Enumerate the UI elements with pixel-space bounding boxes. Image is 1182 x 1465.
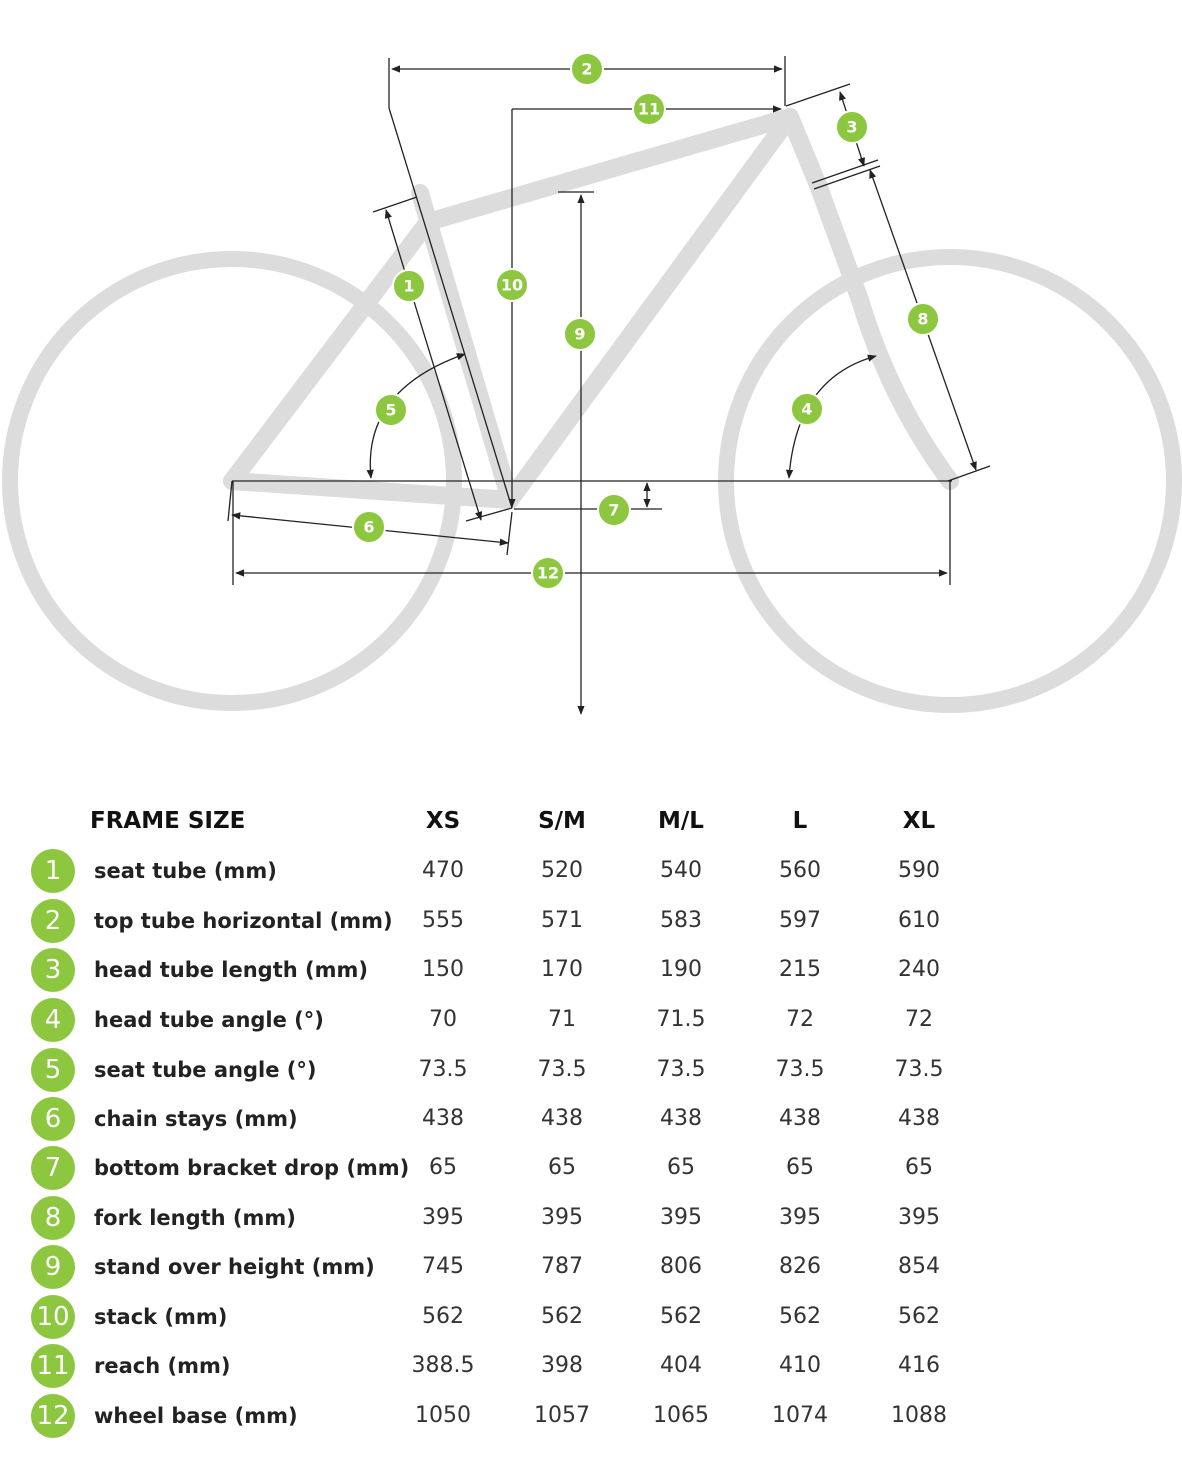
cell-sm: 520 — [541, 858, 583, 883]
cell-xs: 562 — [422, 1304, 464, 1329]
badge-1-text: 1 — [403, 276, 415, 296]
cell-ml: 583 — [660, 908, 702, 933]
badge-9 — [564, 318, 596, 350]
cell-xs: 555 — [422, 908, 464, 933]
badge-10 — [496, 269, 528, 301]
cell-xl: 416 — [898, 1353, 940, 1378]
badge-3-text: 3 — [846, 117, 858, 137]
badge-8-text: 8 — [917, 309, 929, 329]
table-row — [0, 1342, 1182, 1392]
table-row — [0, 1392, 1182, 1442]
cell-xl: 610 — [898, 908, 940, 933]
cell-sm: 170 — [541, 957, 583, 982]
cell-xl: 73.5 — [894, 1057, 944, 1082]
cell-xl: 240 — [898, 957, 940, 982]
size-header-xs: XS — [425, 808, 461, 834]
cell-xl: 395 — [898, 1205, 940, 1230]
bike-frame — [232, 117, 950, 500]
row-label: top tube horizontal (mm) — [94, 909, 393, 933]
badge-7-text: 7 — [608, 500, 620, 520]
cell-l: 826 — [779, 1254, 821, 1279]
badge-1 — [393, 270, 425, 302]
size-header-l: L — [792, 808, 808, 834]
cell-xs: 70 — [429, 1007, 457, 1032]
row-number-badge: 9 — [31, 1245, 75, 1289]
cell-xs: 388.5 — [411, 1353, 475, 1378]
cell-ml: 438 — [660, 1106, 702, 1131]
row-label: wheel base (mm) — [94, 1404, 298, 1428]
badge-11-text: 11 — [637, 99, 661, 119]
badge-7 — [598, 494, 630, 526]
size-header-xl: XL — [902, 808, 936, 834]
row-label: stack (mm) — [94, 1305, 228, 1329]
cell-xs: 73.5 — [418, 1057, 468, 1082]
cell-xl: 854 — [898, 1254, 940, 1279]
row-number-badge: 8 — [31, 1196, 75, 1240]
cell-sm: 562 — [541, 1304, 583, 1329]
cell-l: 73.5 — [775, 1057, 825, 1082]
row-label: stand over height (mm) — [94, 1255, 375, 1279]
cell-xl: 590 — [898, 858, 940, 883]
badge-12 — [532, 557, 564, 589]
badge-4 — [791, 393, 823, 425]
cell-l: 597 — [779, 908, 821, 933]
cell-sm: 438 — [541, 1106, 583, 1131]
cell-ml: 404 — [660, 1353, 702, 1378]
table-row — [0, 1293, 1182, 1343]
cell-xs: 395 — [422, 1205, 464, 1230]
size-header-sm: S/M — [538, 808, 586, 834]
cell-xs: 65 — [429, 1155, 457, 1180]
cell-ml: 806 — [660, 1254, 702, 1279]
row-label: chain stays (mm) — [94, 1107, 298, 1131]
cell-l: 215 — [779, 957, 821, 982]
cell-ml: 395 — [660, 1205, 702, 1230]
cell-sm: 395 — [541, 1205, 583, 1230]
cell-l: 1074 — [772, 1403, 828, 1428]
cell-xl: 65 — [905, 1155, 933, 1180]
cell-xl: 1088 — [891, 1403, 947, 1428]
badge-12-text: 12 — [536, 563, 560, 583]
cell-ml: 190 — [660, 957, 702, 982]
badge-11 — [633, 93, 665, 125]
dimension-lines — [228, 56, 990, 714]
cell-ml: 540 — [660, 858, 702, 883]
cell-sm: 787 — [541, 1254, 583, 1279]
cell-sm: 71 — [548, 1007, 576, 1032]
row-number-badge: 7 — [31, 1146, 75, 1190]
cell-ml: 65 — [667, 1155, 695, 1180]
cell-l: 438 — [779, 1106, 821, 1131]
table-row — [0, 1144, 1182, 1194]
cell-sm: 65 — [548, 1155, 576, 1180]
cell-xs: 150 — [422, 957, 464, 982]
cell-xs: 470 — [422, 858, 464, 883]
badge-10-text: 10 — [500, 275, 524, 295]
row-label: reach (mm) — [94, 1354, 231, 1378]
row-number-badge: 11 — [31, 1344, 75, 1388]
row-number-badge: 5 — [31, 1048, 75, 1092]
cell-l: 72 — [786, 1007, 814, 1032]
cell-ml: 562 — [660, 1304, 702, 1329]
bike-geometry-diagram — [0, 0, 1182, 730]
table-row — [0, 1194, 1182, 1244]
cell-ml: 71.5 — [656, 1007, 706, 1032]
table-row — [0, 1046, 1182, 1096]
cell-sm: 571 — [541, 908, 583, 933]
badge-4-text: 4 — [801, 399, 813, 419]
cell-l: 65 — [786, 1155, 814, 1180]
table-row — [0, 897, 1182, 947]
badge-6 — [353, 511, 385, 543]
badge-5 — [375, 394, 407, 426]
table-row — [0, 1243, 1182, 1293]
cell-xl: 72 — [905, 1007, 933, 1032]
row-number-badge: 1 — [31, 849, 75, 893]
cell-xs: 1050 — [415, 1403, 471, 1428]
row-label: bottom bracket drop (mm) — [94, 1156, 410, 1180]
row-label: fork length (mm) — [94, 1206, 296, 1230]
cell-xs: 745 — [422, 1254, 464, 1279]
row-number-badge: 3 — [31, 948, 75, 992]
cell-sm: 398 — [541, 1353, 583, 1378]
cell-l: 410 — [779, 1353, 821, 1378]
cell-xs: 438 — [422, 1106, 464, 1131]
row-number-badge: 4 — [31, 998, 75, 1042]
table-row — [0, 847, 1182, 897]
row-number-badge: 10 — [31, 1295, 75, 1339]
badge-5-text: 5 — [385, 400, 397, 420]
row-label: seat tube (mm) — [94, 859, 277, 883]
cell-sm: 1057 — [534, 1403, 590, 1428]
cell-xl: 562 — [898, 1304, 940, 1329]
frame-size-header: FRAME SIZE — [90, 808, 246, 834]
badge-2-text: 2 — [581, 59, 593, 79]
table-row — [0, 1095, 1182, 1145]
table-row — [0, 996, 1182, 1046]
row-label: head tube angle (°) — [94, 1008, 324, 1032]
cell-xl: 438 — [898, 1106, 940, 1131]
badge-8 — [907, 303, 939, 335]
cell-l: 562 — [779, 1304, 821, 1329]
badge-2 — [571, 53, 603, 85]
row-number-badge: 2 — [31, 899, 75, 943]
row-number-badge: 6 — [31, 1097, 75, 1141]
cell-sm: 73.5 — [537, 1057, 587, 1082]
row-label: seat tube angle (°) — [94, 1058, 317, 1082]
size-header-ml: M/L — [658, 808, 704, 834]
row-number-badge: 12 — [31, 1394, 75, 1438]
cell-l: 560 — [779, 858, 821, 883]
cell-l: 395 — [779, 1205, 821, 1230]
table-row — [0, 946, 1182, 996]
badge-6-text: 6 — [363, 517, 375, 537]
row-label: head tube length (mm) — [94, 958, 368, 982]
cell-ml: 1065 — [653, 1403, 709, 1428]
cell-ml: 73.5 — [656, 1057, 706, 1082]
badge-3 — [836, 111, 868, 143]
badge-9-text: 9 — [574, 324, 586, 344]
